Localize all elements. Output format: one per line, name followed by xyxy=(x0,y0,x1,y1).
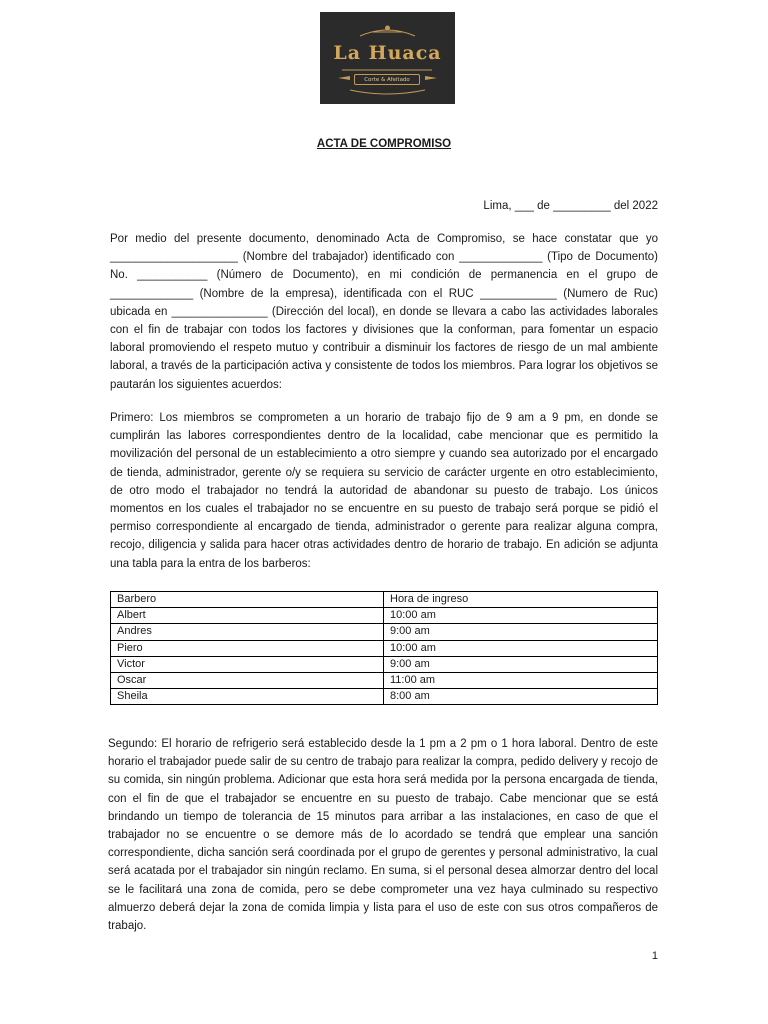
table-row xyxy=(111,640,658,656)
table-cell: Oscar xyxy=(111,672,384,688)
logo-name: La Huaca xyxy=(333,42,442,64)
table-cell: Albert xyxy=(111,608,384,624)
table-header-row xyxy=(111,592,658,608)
table-cell: 8:00 am xyxy=(384,689,658,705)
table-row xyxy=(111,608,658,624)
table-cell: Sheila xyxy=(111,689,384,705)
table-row xyxy=(111,689,658,705)
paragraph-primero: Primero: Los miembros se comprometen a un horario de trabajo fijo de 9 am a 9 pm, en donde se cumplirán las labores correspondientes dentro de la localidad, cabe mencionar que es permitido la movilización del personal de un establecimiento a otro siempre y cuando sea autorizado por el encargado de tienda, administrador, gerente o/y se requiera su servicio de carácter urgente en otro establecimiento, de otro modo el trabajador no tendrá la autoridad de abandonar su puesto de trabajo. Los únicos momentos en los cuales el trabajador no se encuentre en su puesto de trabajo será porque se pidió el permiso correspondiente al encargado de tienda, administrador o gerente para realizar alguna compra, recojo, diligencia y salida para hacer otras actividades dentro de horario de trabajo. En adición se adjunta una tabla para la entra de los barberos: xyxy=(110,412,658,570)
table-cell: Victor xyxy=(111,656,384,672)
table-header-cell: Hora de ingreso xyxy=(384,592,658,608)
table-cell: Andres xyxy=(111,624,384,640)
paragraph-segundo: Segundo: El horario de refrigerio será establecido desde la 1 pm a 2 pm o 1 hora laboral. Dentro de este horario el trabajador puede salir de su centro de trabajo para realizar la compra, pedido delivery y recojo de su comida, sin ningún problema. Adicionar que esta hora será medida por la persona encargada de tienda, con el fin de que el trabajador se encuentre en su puesto de trabajo. Cabe mencionar que se está brindando un tiempo de tolerancia de 15 minutos para arribar a las instalaciones, en caso de que el trabajador no se encuentre o se demore más de lo acordado se tendrá que emplear una sanción correspondiente, dicha sanción será coordinada por el grupo de gerentes y personal administrativo, la cual será acatada por el trabajador sin ningún reclamo. En suma, si el personal desea almorzar dentro del local se le facilitará una zona de comida, pero se debe comprometer una vez haya culminado su respectivo almuerzo deberá dejar la zona de comida limpia y lista para el uso de este con sus otros compañeros de trabajo. xyxy=(108,738,658,933)
table-cell: 10:00 am xyxy=(384,608,658,624)
table-cell: 10:00 am xyxy=(384,640,658,656)
table-row xyxy=(111,672,658,688)
document-title: ACTA DE COMPROMISO xyxy=(316,138,452,150)
page-number: 1 xyxy=(651,950,658,962)
table-cell: 11:00 am xyxy=(384,672,658,688)
table-header-cell: Barbero xyxy=(111,592,384,608)
logo xyxy=(320,12,455,104)
paragraph-intro: Por medio del presente documento, denominado Acta de Compromiso, se hace constatar que yo ____________________ (Nombre del trabajador) identificado con _____________ (Tipo de Documento) No. ___________ (Número de Documento), en mi condición de permanencia en el grupo de _____________ (Nombre de la empresa), identificada con el RUC ____________ (Numero de Ruc) ubicada en _______________ (Dirección del local), en donde se llevara a cabo las actividades laborales con el fin de trabajar con todos los factores y divisiones que la conforman, para fomentar un espacio laboral promoviendo el respeto mutuo y contribuir a disminuir los factores de riesgo de un mal ambiente laboral, a través de la participación activa y consistente de todos los miembros. Para lograr los objetivos se pautarán los siguientes acuerdos: xyxy=(110,233,658,391)
table-cell: 9:00 am xyxy=(384,624,658,640)
logo-tagline: Corte & Afeitado xyxy=(354,74,420,85)
table-row xyxy=(111,656,658,672)
date-line: Lima, ___ de _________ del 2022 xyxy=(483,200,658,212)
barber-schedule-table xyxy=(110,591,658,705)
table-row xyxy=(111,624,658,640)
table-cell: Piero xyxy=(111,640,384,656)
table-cell: 9:00 am xyxy=(384,656,658,672)
